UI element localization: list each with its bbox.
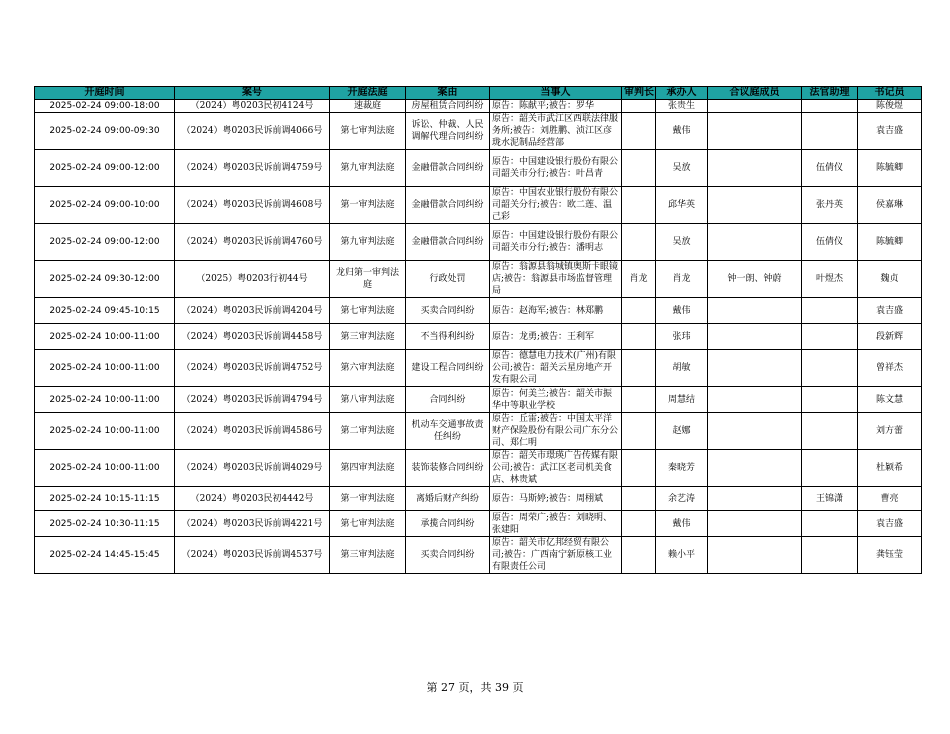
cell-parties: 原告：何美兰;被告：韶关市振华中等职业学校 bbox=[490, 387, 622, 413]
cell-cause: 承揽合同纠纷 bbox=[406, 511, 490, 537]
cell-time: 2025-02-24 10:00-11:00 bbox=[35, 324, 175, 350]
col-header-assistant: 法官助理 bbox=[802, 87, 858, 100]
cell-presiding-judge bbox=[622, 113, 656, 150]
cell-parties: 原告：中国建设银行股份有限公司韶关市分行;被告：叶昌青 bbox=[490, 150, 622, 187]
cell-clerk: 侯嘉琳 bbox=[858, 187, 922, 224]
cell-assistant bbox=[802, 450, 858, 487]
cell-case-no: （2024）粤0203民诉前调4204号 bbox=[175, 298, 330, 324]
cell-clerk: 袁吉盛 bbox=[858, 298, 922, 324]
cell-court: 第四审判法庭 bbox=[330, 450, 406, 487]
col-header-time: 开庭时间 bbox=[35, 87, 175, 100]
col-header-panel-members: 合议庭成员 bbox=[708, 87, 802, 100]
cell-cause: 金融借款合同纠纷 bbox=[406, 224, 490, 261]
col-header-clerk: 书记员 bbox=[858, 87, 922, 100]
col-header-presiding-judge: 审判长 bbox=[622, 87, 656, 100]
cell-clerk: 刘方蕾 bbox=[858, 413, 922, 450]
cell-presiding-judge bbox=[622, 537, 656, 574]
page-footer: 第 27 页，共 39 页 bbox=[426, 681, 524, 694]
cell-parties: 原告：韶关市璟瑛广告传媒有限公司;被告：武江区老司机美食店、林贵斌 bbox=[490, 450, 622, 487]
cell-assistant bbox=[802, 298, 858, 324]
cell-time: 2025-02-24 10:00-11:00 bbox=[35, 350, 175, 387]
cell-assistant: 伍倩仪 bbox=[802, 224, 858, 261]
cell-clerk: 曾祥杰 bbox=[858, 350, 922, 387]
cell-panel-members bbox=[708, 511, 802, 537]
table-row bbox=[35, 450, 922, 487]
cell-parties: 原告：陈献平;被告：罗华 bbox=[490, 100, 622, 113]
cell-case-no: （2024）粤0203民诉前调4537号 bbox=[175, 537, 330, 574]
cell-clerk: 陈毓卿 bbox=[858, 150, 922, 187]
cell-time: 2025-02-24 14:45-15:45 bbox=[35, 537, 175, 574]
cell-panel-members bbox=[708, 413, 802, 450]
cell-time: 2025-02-24 10:00-11:00 bbox=[35, 413, 175, 450]
col-header-parties: 当事人 bbox=[490, 87, 622, 100]
cell-court: 第六审判法庭 bbox=[330, 350, 406, 387]
cell-handler: 戴伟 bbox=[656, 511, 708, 537]
cell-presiding-judge bbox=[622, 298, 656, 324]
cell-panel-members bbox=[708, 324, 802, 350]
cell-presiding-judge bbox=[622, 487, 656, 511]
cell-assistant: 王锦潇 bbox=[802, 487, 858, 511]
cell-case-no: （2024）粤0203民诉前调4794号 bbox=[175, 387, 330, 413]
cell-case-no: （2024）粤0203民诉前调4029号 bbox=[175, 450, 330, 487]
cell-handler: 吴放 bbox=[656, 150, 708, 187]
cell-parties: 原告：丘雷;被告：中国太平洋财产保险股份有限公司广东分公司、郑仁明 bbox=[490, 413, 622, 450]
cell-presiding-judge bbox=[622, 413, 656, 450]
cell-parties: 原告：韶关市亿邦经贸有限公司;被告：广西南宁新原核工业有限责任公司 bbox=[490, 537, 622, 574]
col-header-cause: 案由 bbox=[406, 87, 490, 100]
cell-court: 第一审判法庭 bbox=[330, 487, 406, 511]
cell-panel-members bbox=[708, 487, 802, 511]
cell-time: 2025-02-24 10:00-11:00 bbox=[35, 387, 175, 413]
cell-panel-members bbox=[708, 150, 802, 187]
cell-parties: 原告：龙勇;被告：王利军 bbox=[490, 324, 622, 350]
cell-case-no: （2024）粤0203民诉前调4066号 bbox=[175, 113, 330, 150]
table-row bbox=[35, 487, 922, 511]
cell-cause: 诉讼、仲裁、人民调解代理合同纠纷 bbox=[406, 113, 490, 150]
cell-handler: 戴伟 bbox=[656, 298, 708, 324]
cell-clerk: 陈文慧 bbox=[858, 387, 922, 413]
cell-cause: 机动车交通事故责任纠纷 bbox=[406, 413, 490, 450]
cell-presiding-judge bbox=[622, 100, 656, 113]
cell-parties: 原告：德慧电力技术(广州)有限公司;被告：韶关云星房地产开发有限公司 bbox=[490, 350, 622, 387]
table-row bbox=[35, 511, 922, 537]
cell-case-no: （2024）粤0203民初4124号 bbox=[175, 100, 330, 113]
cell-parties: 原告：马斯婷;被告：周栩斌 bbox=[490, 487, 622, 511]
cell-parties: 原告：赵海军;被告：林郑鹏 bbox=[490, 298, 622, 324]
cell-cause: 房屋租赁合同纠纷 bbox=[406, 100, 490, 113]
cell-parties: 原告：翁源县翁城镇奥斯卡眼镜店;被告：翁源县市场监督管理局 bbox=[490, 261, 622, 298]
cell-cause: 装饰装修合同纠纷 bbox=[406, 450, 490, 487]
cell-time: 2025-02-24 09:00-12:00 bbox=[35, 150, 175, 187]
cell-presiding-judge bbox=[622, 387, 656, 413]
cell-presiding-judge bbox=[622, 224, 656, 261]
cell-panel-members bbox=[708, 224, 802, 261]
table-row bbox=[35, 187, 922, 224]
cell-handler: 秦晓芳 bbox=[656, 450, 708, 487]
cell-case-no: （2024）粤0203民诉前调4608号 bbox=[175, 187, 330, 224]
cell-assistant: 叶煜杰 bbox=[802, 261, 858, 298]
cell-court: 第二审判法庭 bbox=[330, 413, 406, 450]
cell-court: 第三审判法庭 bbox=[330, 324, 406, 350]
cell-assistant: 张丹英 bbox=[802, 187, 858, 224]
cell-time: 2025-02-24 10:00-11:00 bbox=[35, 450, 175, 487]
cell-cause: 金融借款合同纠纷 bbox=[406, 187, 490, 224]
cell-assistant bbox=[802, 324, 858, 350]
cell-court: 第七审判法庭 bbox=[330, 511, 406, 537]
cell-panel-members bbox=[708, 450, 802, 487]
cell-assistant bbox=[802, 113, 858, 150]
cell-handler: 张贵生 bbox=[656, 100, 708, 113]
cell-presiding-judge bbox=[622, 350, 656, 387]
cell-handler: 胡敏 bbox=[656, 350, 708, 387]
table-row bbox=[35, 537, 922, 574]
col-header-handler: 承办人 bbox=[656, 87, 708, 100]
cell-handler: 张玮 bbox=[656, 324, 708, 350]
cell-handler: 余艺涛 bbox=[656, 487, 708, 511]
cell-time: 2025-02-24 10:15-11:15 bbox=[35, 487, 175, 511]
cell-panel-members bbox=[708, 113, 802, 150]
cell-court: 第九审判法庭 bbox=[330, 150, 406, 187]
cell-presiding-judge: 肖龙 bbox=[622, 261, 656, 298]
cell-assistant bbox=[802, 350, 858, 387]
table-row bbox=[35, 387, 922, 413]
table-row bbox=[35, 298, 922, 324]
cell-clerk: 杜颖希 bbox=[858, 450, 922, 487]
cell-court: 第八审判法庭 bbox=[330, 387, 406, 413]
cell-handler: 肖龙 bbox=[656, 261, 708, 298]
cell-assistant bbox=[802, 537, 858, 574]
cell-court: 第七审判法庭 bbox=[330, 298, 406, 324]
cell-panel-members bbox=[708, 387, 802, 413]
cell-time: 2025-02-24 09:00-18:00 bbox=[35, 100, 175, 113]
cell-parties: 原告：周荣广;被告：刘晓明、张建阳 bbox=[490, 511, 622, 537]
cell-court: 第七审判法庭 bbox=[330, 113, 406, 150]
col-header-case-no: 案号 bbox=[175, 87, 330, 100]
cell-clerk: 曹亮 bbox=[858, 487, 922, 511]
table-row bbox=[35, 261, 922, 298]
cell-time: 2025-02-24 09:00-09:30 bbox=[35, 113, 175, 150]
cell-cause: 离婚后财产纠纷 bbox=[406, 487, 490, 511]
cell-cause: 不当得利纠纷 bbox=[406, 324, 490, 350]
table-row bbox=[35, 224, 922, 261]
cell-handler: 邱华英 bbox=[656, 187, 708, 224]
cell-parties: 原告：中国建设银行股份有限公司韶关市分行;被告：潘明志 bbox=[490, 224, 622, 261]
cell-time: 2025-02-24 09:30-12:00 bbox=[35, 261, 175, 298]
cell-assistant bbox=[802, 387, 858, 413]
cell-clerk: 魏贞 bbox=[858, 261, 922, 298]
cell-court: 龙归第一审判法庭 bbox=[330, 261, 406, 298]
cell-presiding-judge bbox=[622, 150, 656, 187]
cell-cause: 金融借款合同纠纷 bbox=[406, 150, 490, 187]
cell-panel-members bbox=[708, 187, 802, 224]
cell-case-no: （2024）粤0203民诉前调4586号 bbox=[175, 413, 330, 450]
cell-time: 2025-02-24 09:00-10:00 bbox=[35, 187, 175, 224]
table-row bbox=[35, 324, 922, 350]
table-body bbox=[35, 100, 922, 574]
cell-court: 第九审判法庭 bbox=[330, 224, 406, 261]
hearing-schedule-table bbox=[34, 86, 922, 574]
cell-cause: 买卖合同纠纷 bbox=[406, 537, 490, 574]
cell-case-no: （2024）粤0203民初4442号 bbox=[175, 487, 330, 511]
cell-time: 2025-02-24 09:45-10:15 bbox=[35, 298, 175, 324]
cell-case-no: （2024）粤0203民诉前调4458号 bbox=[175, 324, 330, 350]
cell-cause: 买卖合同纠纷 bbox=[406, 298, 490, 324]
cell-clerk: 陈俊煜 bbox=[858, 100, 922, 113]
cell-case-no: （2025）粤0203行初44号 bbox=[175, 261, 330, 298]
table-row bbox=[35, 100, 922, 113]
cell-court: 第一审判法庭 bbox=[330, 187, 406, 224]
cell-presiding-judge bbox=[622, 450, 656, 487]
cell-handler: 吴放 bbox=[656, 224, 708, 261]
cell-assistant bbox=[802, 100, 858, 113]
cell-panel-members bbox=[708, 537, 802, 574]
table-row bbox=[35, 413, 922, 450]
cell-panel-members bbox=[708, 350, 802, 387]
cell-case-no: （2024）粤0203民诉前调4760号 bbox=[175, 224, 330, 261]
cell-presiding-judge bbox=[622, 511, 656, 537]
cell-clerk: 龚钰莹 bbox=[858, 537, 922, 574]
cell-cause: 合同纠纷 bbox=[406, 387, 490, 413]
table-row bbox=[35, 150, 922, 187]
cell-assistant bbox=[802, 511, 858, 537]
cell-handler: 赖小平 bbox=[656, 537, 708, 574]
col-header-court: 开庭法庭 bbox=[330, 87, 406, 100]
cell-assistant: 伍倩仪 bbox=[802, 150, 858, 187]
cell-time: 2025-02-24 10:30-11:15 bbox=[35, 511, 175, 537]
cell-case-no: （2024）粤0203民诉前调4221号 bbox=[175, 511, 330, 537]
cell-handler: 周慧结 bbox=[656, 387, 708, 413]
cell-court: 第三审判法庭 bbox=[330, 537, 406, 574]
cell-presiding-judge bbox=[622, 187, 656, 224]
cell-presiding-judge bbox=[622, 324, 656, 350]
cell-parties: 原告：中国农业银行股份有限公司韶关分行;被告：欧二莲、温己彩 bbox=[490, 187, 622, 224]
cell-assistant bbox=[802, 413, 858, 450]
cell-panel-members bbox=[708, 298, 802, 324]
cell-handler: 戴伟 bbox=[656, 113, 708, 150]
table-row bbox=[35, 113, 922, 150]
cell-case-no: （2024）粤0203民诉前调4759号 bbox=[175, 150, 330, 187]
cell-court: 速裁庭 bbox=[330, 100, 406, 113]
cell-case-no: （2024）粤0203民诉前调4752号 bbox=[175, 350, 330, 387]
cell-handler: 赵娜 bbox=[656, 413, 708, 450]
cell-clerk: 袁吉盛 bbox=[858, 113, 922, 150]
cell-clerk: 段新辉 bbox=[858, 324, 922, 350]
cell-cause: 行政处罚 bbox=[406, 261, 490, 298]
cell-time: 2025-02-24 09:00-12:00 bbox=[35, 224, 175, 261]
cell-cause: 建设工程合同纠纷 bbox=[406, 350, 490, 387]
table-row bbox=[35, 350, 922, 387]
cell-parties: 原告：韶关市武江区西联法律服务所;被告：刘胜鹏、浈江区彦珑水泥制品经营部 bbox=[490, 113, 622, 150]
cell-clerk: 陈毓卿 bbox=[858, 224, 922, 261]
header-row bbox=[35, 87, 922, 100]
cell-clerk: 袁吉盛 bbox=[858, 511, 922, 537]
cell-panel-members: 钟一朗、钟蔚 bbox=[708, 261, 802, 298]
cell-panel-members bbox=[708, 100, 802, 113]
